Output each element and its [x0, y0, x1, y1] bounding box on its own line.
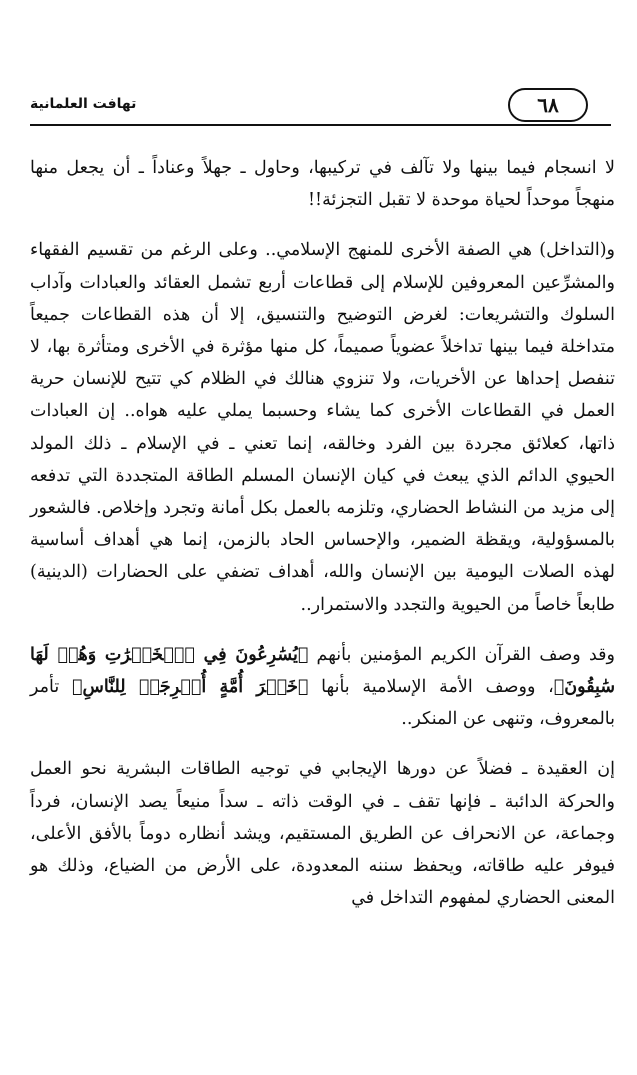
paragraph-4: إن العقيدة ـ فضلاً عن دورها الإيجابي في توجيه الطاقات البشرية نحو العمل والحركة الدائبة ـ فإنها تقف ـ في الوقت ذاته ـ سداً منيعاً يصد الإنسان، فرداً وجماعة، عن الانحراف عن الطريق المستقيم، ويشد أنظاره دوماً بالأفق الأعلى، فيوفر عليه طاقاته، ويحفظ سننه المعدودة، على الأرض من الضياع، وذلك هو المعنى الحضاري لمفهوم التداخل في	[30, 759, 615, 909]
header-rule	[30, 124, 611, 126]
paragraph-3-end: تأمر بالمعروف، وتنهى عن المنكر..	[30, 677, 615, 730]
page-body	[30, 152, 615, 914]
paragraph-3-middle: ، ووصف الأمة الإسلامية بأنها	[308, 677, 554, 698]
paragraph-2: و(التداخل) هي الصفة الأخرى للمنهج الإسلامي.. وعلى الرغم من تقسيم الفقهاء والمشرِّعين المعروفين للإسلام إلى قطاعات أربع تشمل العقائد والعبادات وآداب السلوك والتشريعات: لغرض التوضيح والتنسيق، إلا أن هذه القطاعات جميعاً متداخلة فيما بينها تداخلاً عضوياً صميماً، كل منها مؤثرة في الأخرى ومتأثرة بها، لا تنفصل إحداها عن الأخريات، ولا تنزوي هنالك في الظلام كي تتيح للإنسان حرية العمل في القطاعات الأخرى كما يشاء وحسبما يملي عليه هواه.. إن العبادات ذاتها، كعلائق مجردة بين الفرد وخالقه، إنما تعني ـ في الإسلام ـ ذلك المولد الحيوي الدائم الذي يبعث في كيان الإنسان المسلم الطاقة المتجددة التي تدفعه إلى مزيد من النشاط الحضاري، وتلزمه بالعمل بكل أمانة وتجرد وإخلاص. فالشعور بالمسؤولية، ويقظة الضمير، والإحساس الحاد بالزمن، إنما هي أهداف أساسية لهذه الصلات اليومية بين الإنسان والله، أهداف تضفي على الحضارات (الدينية) طابعاً خاصاً من الحيوية والتجدد والاستمرار..	[30, 240, 615, 615]
quran-verse-1: ﴿يُسَٰرِعُونَ فِي ٱلۡخَيۡرَٰتِ وَهُمۡ لَهَا سَٰبِقُونَ﴾	[30, 644, 615, 698]
paragraph-3	[30, 639, 615, 736]
paragraph-3-intro: وقد وصف القرآن الكريم المؤمنين بأنهم	[308, 644, 615, 665]
running-title: تهافت العلمانية	[30, 96, 137, 112]
page-header	[30, 88, 611, 126]
quran-verse-2: ﴿خَيۡرَ أُمَّةٍ أُخۡرِجَتۡ لِلنَّاسِ﴾	[72, 677, 309, 698]
page-number: ٦٨	[508, 88, 588, 122]
paragraph-1: لا انسجام فيما بينها ولا تآلف في تركيبها، وحاول ـ جهلاً وعناداً ـ أن يجعل منها منهجاً موحداً لحياة موحدة لا تقبل التجزئة!!	[30, 158, 615, 211]
